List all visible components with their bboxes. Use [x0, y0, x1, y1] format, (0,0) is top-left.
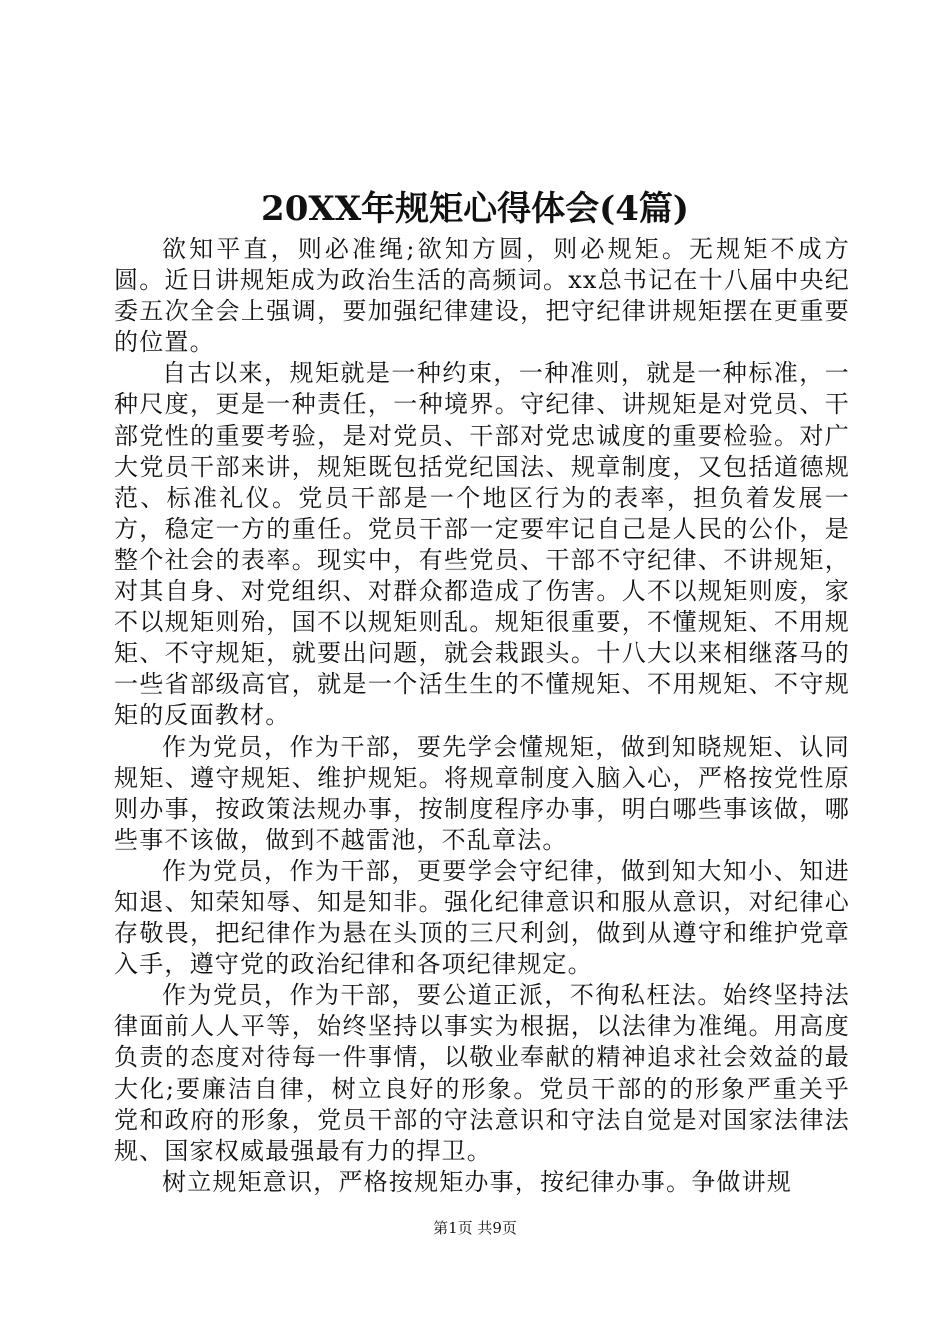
- paragraph-1: 欲知平直，则必准绳;欲知方圆，则必规矩。无规矩不成方圆。近日讲规矩成为政治生活的高频词。xx总书记在十八届中央纪委五次全会上强调，要加强纪律建设，把守纪律讲规矩摆在更重要的位置。: [114, 235, 850, 357]
- paragraph-4: 作为党员，作为干部，更要学会守纪律，做到知大知小、知进知退、知荣知辱、知是知非。强化纪律意识和服从意识，对纪律心存敬畏，把纪律作为悬在头顶的三尺利剑，做到从遵守和维护党章入手，遵守党的政治纪律和各项纪律规定。: [114, 856, 850, 979]
- document-title: 20XX年规矩心得体会(4篇): [261, 189, 689, 229]
- document-body: [114, 234, 850, 1198]
- paragraph-2: 自古以来，规矩就是一种约束，一种准则，就是一种标准，一种尺度，更是一种责任，一种境界。守纪律、讲规矩是对党员、干部党性的重要考验，是对党员、干部对党忠诚度的重要检验。对广大党员干部来讲，规矩既包括党纪国法、规章制度，又包括道德规范、标准礼仪。党员干部是一个地区行为的表率，担负着发展一方，稳定一方的重任。党员干部一定要牢记自己是人民的公仆，是整个社会的表率。现实中，有些党员、干部不守纪律、不讲规矩，对其自身、对党组织、对群众都造成了伤害。人不以规矩则废，家不以规矩则殆，国不以规矩则乱。规矩很重要，不懂规矩、不用规矩、不守规矩，就要出问题，就会栽跟头。十八大以来相继落马的一些省部级高官，就是一个活生生的不懂规矩、不用规矩、不守规矩的反面教材。: [114, 359, 850, 730]
- paragraph-3: 作为党员，作为干部，要先学会懂规矩，做到知晓规矩、认同规矩、遵守规矩、维护规矩。将规章制度入脑入心，严格按党性原则办事，按政策法规办事，按制度程序办事，明白哪些事该做，哪些事不该做，做到不越雷池，不乱章法。: [114, 732, 850, 854]
- paragraph-5: 作为党员，作为干部，要公道正派，不徇私枉法。始终坚持法律面前人人平等，始终坚持以事实为根据，以法律为准绳。用高度负责的态度对待每一件事情，以敬业奉献的精神追求社会效益的最大化;要廉洁自律，树立良好的形象。党员干部的的形象严重关乎党和政府的形象，党员干部的守法意识和守法自觉是对国家法律法规、国家权威最强最有力的捍卫。: [114, 981, 850, 1165]
- page-number-footer: 第1页 共9页: [433, 1219, 517, 1237]
- paragraph-6: 树立规矩意识，严格按规矩办事，按纪律办事。争做讲规: [162, 1167, 792, 1196]
